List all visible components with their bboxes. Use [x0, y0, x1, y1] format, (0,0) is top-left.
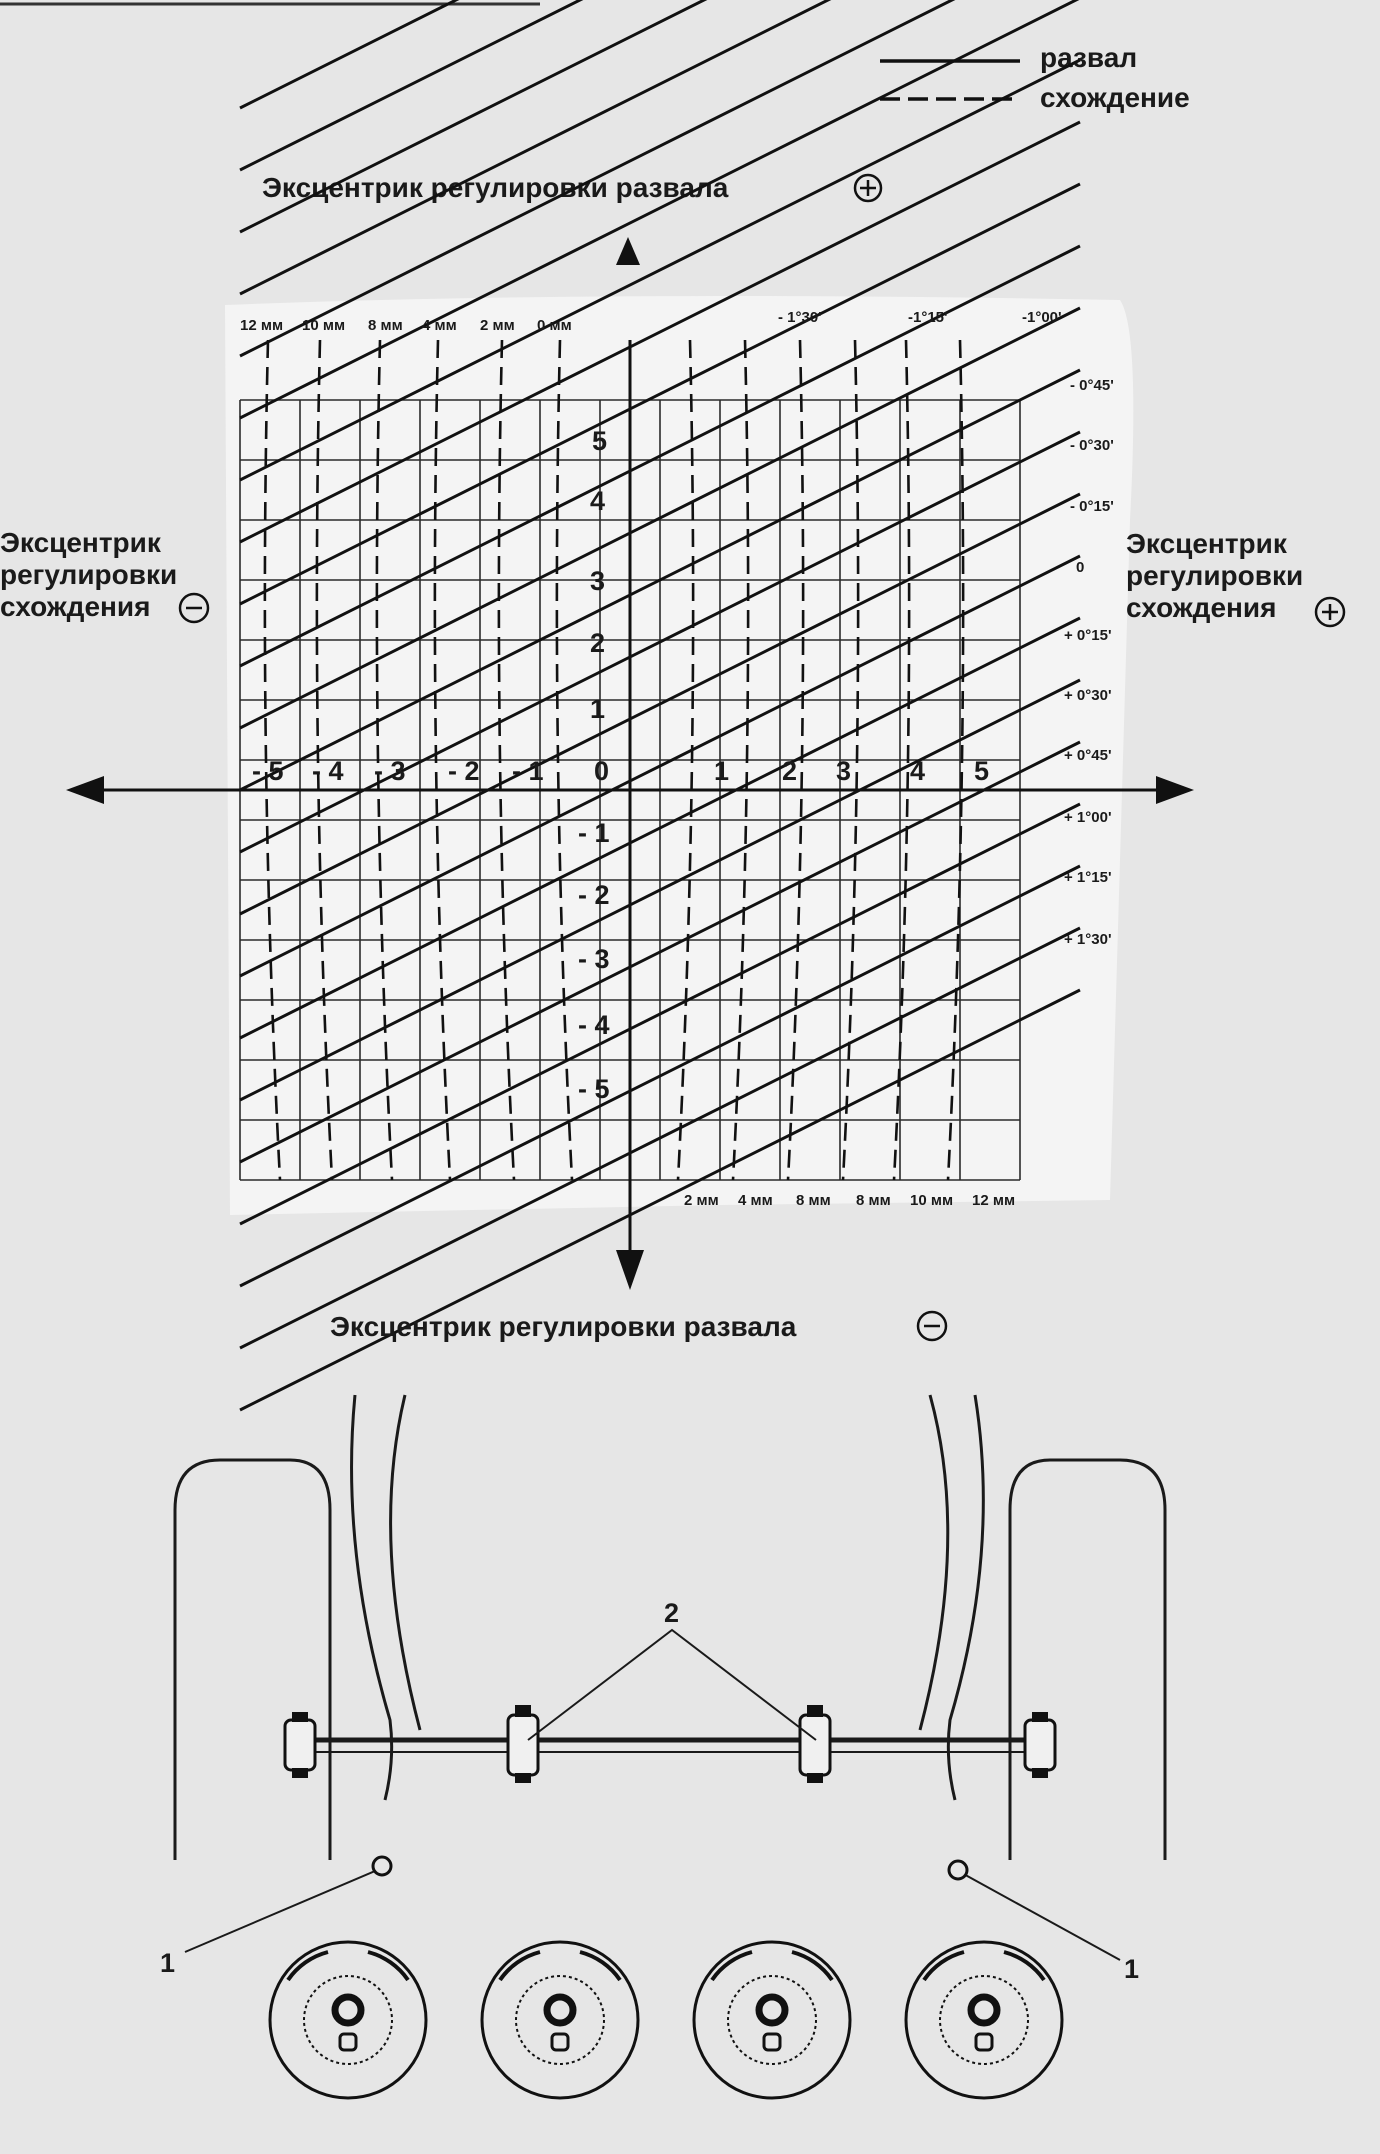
top-mm-label: 12 мм [240, 317, 284, 334]
top-mm-label: 10 мм [302, 317, 346, 334]
suspension-illustration [160, 1395, 1165, 2098]
right-tire [1010, 1460, 1165, 1860]
top-mm-label: 8 мм [368, 317, 403, 334]
scale-number: - 4 [312, 756, 344, 786]
arrow-up-icon [616, 237, 640, 265]
angle-label: - 0°30' [1070, 437, 1114, 454]
dial-notch [764, 2034, 780, 2050]
bolt-left-inner [508, 1705, 538, 1783]
scale-number: - 2 [448, 756, 480, 786]
angle-label: + 0°45' [1064, 747, 1112, 764]
left-caption-line: схождения [0, 591, 151, 622]
bottom-mm-label: 8 мм [856, 1192, 891, 1209]
angle-label: - 0°15' [1070, 498, 1114, 515]
dial-bolt [335, 1997, 361, 2023]
scale-number: 5 [974, 756, 990, 786]
arrow-left-icon [66, 776, 104, 804]
callout-2-leader [528, 1630, 816, 1740]
scale-number: - 1 [512, 756, 544, 786]
left-tire [175, 1460, 330, 1860]
dial-notch [552, 2034, 568, 2050]
angle-label: + 1°00' [1064, 809, 1112, 826]
top-mm-label: 2 мм [480, 317, 515, 334]
top-mm-label: 0 мм [537, 317, 572, 334]
scale-number: 3 [836, 756, 852, 786]
angle-label: - 0°45' [1070, 377, 1114, 394]
scale-number: 4 [590, 486, 606, 516]
bolt-right-outer [1025, 1712, 1055, 1778]
right-caption [1126, 528, 1344, 626]
angle-label: + 0°30' [1064, 687, 1112, 704]
bolt-right-inner [800, 1705, 830, 1783]
legend-camber-label: развал [1040, 42, 1138, 73]
scale-number: - 5 [252, 756, 284, 786]
arrow-down-icon [616, 1250, 644, 1290]
right-caption-line: Эксцентрик [1126, 528, 1287, 559]
rotate-arrow-icon [580, 1952, 620, 1980]
bottom-caption [330, 1311, 946, 1342]
legend [880, 42, 1190, 113]
eccentric-dial [906, 1942, 1062, 2098]
bolt-left-outer [285, 1712, 315, 1778]
bottom-mm-label: 2 мм [684, 1192, 719, 1209]
bottom-mm-label: 8 мм [796, 1192, 831, 1209]
callout-eccentric: 1 [160, 1948, 176, 1978]
right-caption-line: регулировки [1126, 560, 1304, 591]
scale-number: 2 [782, 756, 798, 786]
legend-toe-label: схождение [1040, 82, 1190, 113]
dial-notch [340, 2034, 356, 2050]
dial-bolt [971, 1997, 997, 2023]
scale-number: 1 [590, 694, 606, 724]
angle-label: + 1°15' [1064, 869, 1112, 886]
scale-number: - 4 [578, 1010, 610, 1040]
left-caption-line: Эксцентрик [0, 527, 161, 558]
dial-bolt [759, 1997, 785, 2023]
scale-number: 5 [592, 426, 608, 456]
scale-number: 1 [714, 756, 730, 786]
rotate-arrow-icon [368, 1952, 408, 1980]
rotate-arrow-icon [288, 1952, 328, 1980]
top-mm-label: 4 мм [422, 317, 457, 334]
eccentric-dial [482, 1942, 638, 2098]
angle-label: -1°15' [908, 309, 948, 326]
bottom-mm-label: 10 мм [910, 1192, 954, 1209]
scale-number: - 2 [578, 880, 610, 910]
scale-number: - 3 [374, 756, 406, 786]
callout-bolts: 2 [664, 1598, 680, 1628]
bottom-mm-label: 4 мм [738, 1192, 773, 1209]
dial-notch [976, 2034, 992, 2050]
left-strut-inner [391, 1395, 420, 1730]
left-caption-line: регулировки [0, 559, 178, 590]
dial-bolt [547, 1997, 573, 2023]
angle-label: - 1°30' [778, 309, 822, 326]
scale-number: - 5 [578, 1074, 610, 1104]
rotate-arrow-icon [1004, 1952, 1044, 1980]
bottom-mm-label: 12 мм [972, 1192, 1016, 1209]
angle-label: -1°00' [1022, 309, 1062, 326]
eccentric-dial [694, 1942, 850, 2098]
rotate-arrow-icon [792, 1952, 832, 1980]
scale-number: 3 [590, 566, 606, 596]
eccentric-dials [270, 1942, 1062, 2098]
rotate-arrow-icon [500, 1952, 540, 1980]
scale-number: 2 [590, 628, 606, 658]
callout-1-leader-right [960, 1872, 1120, 1960]
callout-1-leader-left [185, 1868, 382, 1952]
rotate-arrow-icon [924, 1952, 964, 1980]
angle-label: 0 [1076, 559, 1085, 576]
scale-number: - 1 [578, 818, 610, 848]
left-caption [0, 527, 208, 622]
rotate-arrow-icon [712, 1952, 752, 1980]
camber-line [240, 0, 1080, 108]
eccentric-dial [270, 1942, 426, 2098]
right-strut-inner [920, 1395, 948, 1730]
callout-eccentric-right: 1 [1124, 1954, 1140, 1984]
scale-number: 0 [594, 756, 610, 786]
scale-number: 4 [910, 756, 926, 786]
top-caption-text: Эксцентрик регулировки развала [262, 172, 729, 203]
bottom-caption-text: Эксцентрик регулировки развала [330, 1311, 797, 1342]
angle-label: + 1°30' [1064, 931, 1112, 948]
right-caption-line: схождения [1126, 592, 1277, 623]
angle-label: + 0°15' [1064, 627, 1112, 644]
scale-number: - 3 [578, 944, 610, 974]
arrow-right-icon [1156, 776, 1194, 804]
